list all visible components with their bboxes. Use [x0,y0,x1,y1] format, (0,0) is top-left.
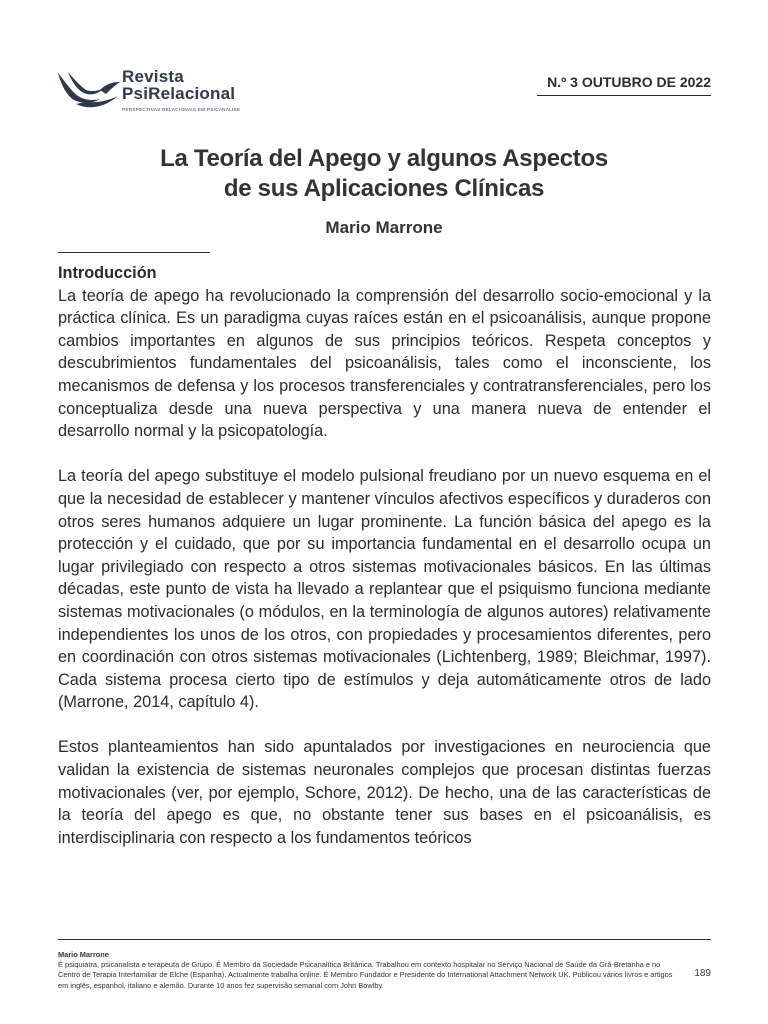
article-title-line1: La Teoría del Apego y algunos Aspectos [160,145,608,172]
journal-name-line1: Revista [122,67,184,86]
paragraph-3: Estos planteamientos han sido apuntalados por investigaciones en neurociencia que validan la existencia de sistemas neuronales complejos que procesan distintas fuerzas motivacionales (ver, por ejemplo, Schore, 2012). De hecho, una de las características de la teoría del apego es que, no obstante tener sus bases en el psicoanálisis, es interdisciplinaria con respecto a los fundamentos teóricos [58,738,711,847]
article-author: Mario Marrone [325,218,443,237]
footnote-divider [58,939,711,940]
article-title [58,144,710,204]
paragraph-2: La teoría del apego substituye el modelo pulsional freudiano por un nuevo esquema en el que la necesidad de establecer y mantener vínculos afectivos específicos y duraderos con otros seres humanos adquiere un lugar prominente. La función básica del apego es la protección y el cuidado, que por su importancia fundamental en el desarrollo ocupa un lugar privilegiado con respecto a otros sistemas motivacionales básicos. En las últimas décadas, este punto de vista ha llevado a replantear que el psiquismo funciona mediante sistemas motivacionales (o módulos, en la terminología de algunos autores) relativamente independientes los unos de los otros, con propiedades y procesamientos diferentes, pero en coordinación con otros sistemas motivacionales (Lichtenberg, 1989; Bleichmar, 1997). Cada sistema procesa cierto tipo de estímulos y deja automáticamente otros de lado (Marrone, 2014, capítulo 4). [58,467,711,712]
page-number: 189 [694,968,711,979]
paragraph-1: La teoría de apego ha revolucionado la comprensión del desarrollo socio-emocional y la práctica clínica. Es un paradigma cuyas raíces están en el psicoanálisis, aunque propone cambios importantes en algunos de sus principios teóricos. Respeta conceptos y descubrimientos fundamentales del psicoanálisis, tales como el inconsciente, los mecanismos de defensa y los procesos transferenciales y contratransferenciales, pero los conceptualiza desde una nueva perspectiva y una manera nueva de entender el desarrollo normal y la psicopatología. [58,286,711,441]
issue-label: N.º 3 OUTUBRO DE 2022 [547,74,711,90]
section-heading: Introducción [58,264,157,282]
article-title-line2: de sus Aplicaciones Clínicas [223,175,545,202]
article-body [58,262,711,849]
journal-logo [56,68,256,118]
footnote-author-name: Mario Marrone [58,950,109,959]
issue-divider [537,95,711,96]
footnote-author-bio: É psiquiatra, psicanalista e terapeuta de Grupo. É Membro da Sociedade Psicanalítica Britânica. Trabalhou em contexto hospitalar no Serviço Nacional de Saúde da Grã-Bretanha e no Centro de Terapia Interfamiliar de Elche (Espanha). Actualmente trabalha online. É Membro Fundador e Presidente do International Attachment Network UK. Publicou vários livros e artigos em inglês, espanhol, italiano e alemão. Durante 10 anos fez supervisão semanal com John Bowlby. [58,960,673,990]
journal-tagline: PERSPECTIVAS RELACIONAIS EM PSICANÁLISE [122,107,241,112]
journal-name-line2: PsiRelacional [122,84,236,103]
bird-logo-icon [56,70,122,110]
author-footnote [58,950,680,991]
author-divider [58,252,210,253]
journal-name [122,68,235,102]
